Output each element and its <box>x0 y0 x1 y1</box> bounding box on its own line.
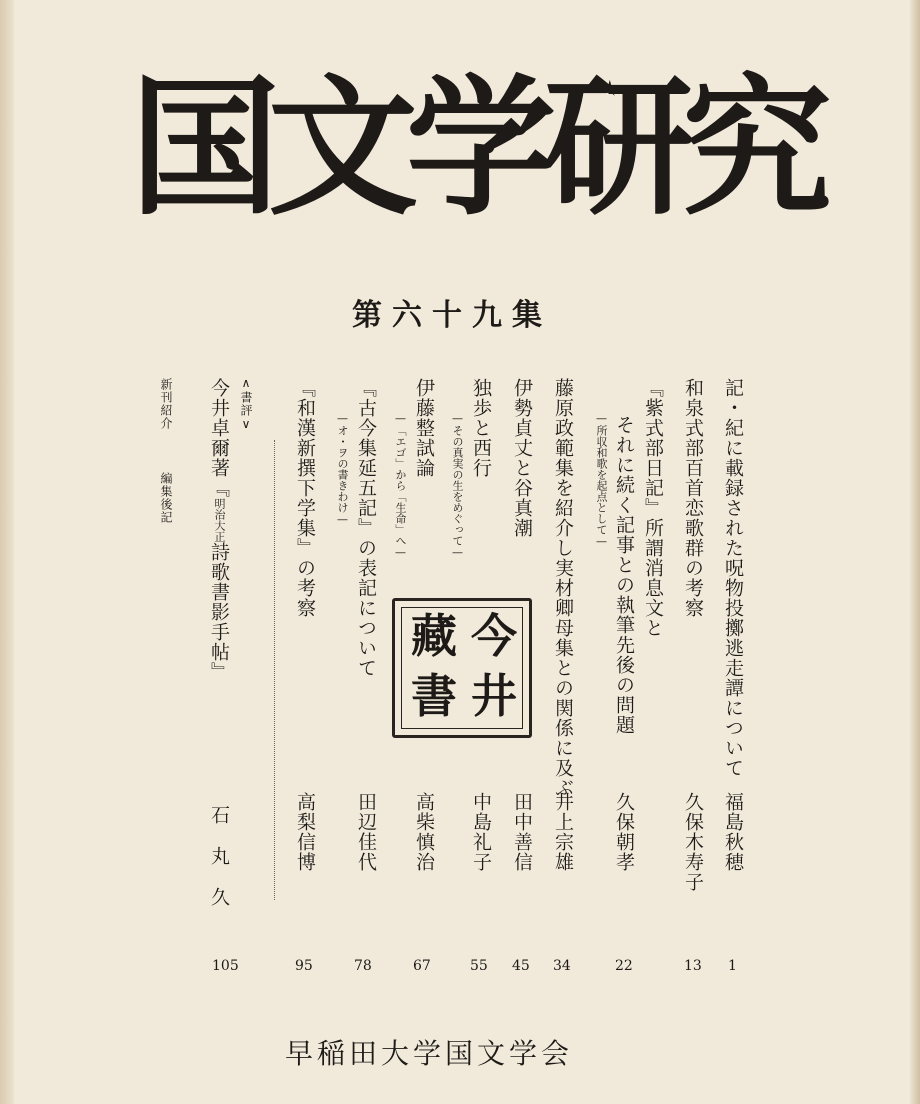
review-author: 石丸久 <box>208 805 230 928</box>
article-author: 福島秋穂 <box>722 792 744 872</box>
seal-char: 今 <box>471 609 517 663</box>
page-number: 67 <box>413 958 431 974</box>
journal-title <box>130 58 833 238</box>
review-header: ∧書評∨ <box>239 376 253 432</box>
leader-dots <box>274 440 275 900</box>
article-title-continued: それに続く記事との執筆先後の問題 <box>613 415 635 735</box>
title-char: 究 <box>682 60 833 236</box>
review-era-note: 明治大正 <box>213 498 226 542</box>
review-text-suffix: 詩歌書影手帖』 <box>208 542 230 682</box>
page-number: 55 <box>470 958 488 974</box>
page-edge-right <box>910 0 920 1104</box>
article-title: 和泉式部百首恋歌群の考察 <box>682 378 704 618</box>
seal-char: 書 <box>411 669 457 723</box>
title-char: 学 <box>406 60 557 236</box>
article-author: 高梨信博 <box>294 792 316 872</box>
page-number: 34 <box>553 958 571 974</box>
page-number: 105 <box>212 958 239 974</box>
new-publications: 新刊紹介 <box>159 378 173 430</box>
article-title: 『和漢新撰下学集』の考察 <box>294 378 316 618</box>
volume-number: 第六十九集 <box>352 298 552 333</box>
article-subtitle: —「エゴ」から「生命」へ— <box>394 412 407 559</box>
article-author: 久保木寿子 <box>682 792 704 892</box>
article-author: 高柴慎治 <box>413 792 435 872</box>
ownership-seal <box>392 598 532 738</box>
article-title: 『古今集延五記』の表記について <box>355 378 377 678</box>
article-author: 久保朝孝 <box>613 792 635 872</box>
article-subtitle: —その真実の生をめぐって— <box>451 412 464 559</box>
publisher-name: 早稲田大学国文学会 <box>285 1037 574 1070</box>
page-number: 78 <box>354 958 372 974</box>
article-subtitle: —オ・ヲの書きわけ— <box>336 412 349 526</box>
article-title: 藤原政範集を紹介し実材卿母集との関係に及ぶ <box>552 378 574 798</box>
article-title: 伊藤整試論 <box>413 378 435 478</box>
page-number: 45 <box>512 958 530 974</box>
article-author: 中島礼子 <box>470 792 492 872</box>
article-title: 伊勢貞丈と谷真潮 <box>511 378 533 538</box>
title-char: 文 <box>268 60 419 236</box>
page-number: 13 <box>684 958 702 974</box>
review-entry <box>208 378 230 682</box>
article-title: 『紫式部日記』所謂消息文と <box>642 378 664 638</box>
page-number: 22 <box>615 958 633 974</box>
article-title: 独歩と西行 <box>470 378 492 478</box>
title-char: 研 <box>544 60 695 236</box>
article-title: 記・紀に載録された呪物投擲逃走譚について <box>722 378 744 778</box>
editorial-afterword: 編集後記 <box>159 472 173 524</box>
page-edge-left <box>0 0 14 1104</box>
page-number: 1 <box>728 958 737 974</box>
review-text-prefix: 今井卓爾著『 <box>208 378 230 498</box>
article-author: 田辺佳代 <box>355 792 377 872</box>
article-author: 田中善信 <box>511 792 533 872</box>
seal-char: 藏 <box>411 609 457 663</box>
title-char: 国 <box>130 60 281 236</box>
article-subtitle: —所収和歌を起点として— <box>595 412 608 548</box>
seal-char: 井 <box>471 669 517 723</box>
article-author: 井上宗雄 <box>552 792 574 872</box>
page-number: 95 <box>295 958 313 974</box>
